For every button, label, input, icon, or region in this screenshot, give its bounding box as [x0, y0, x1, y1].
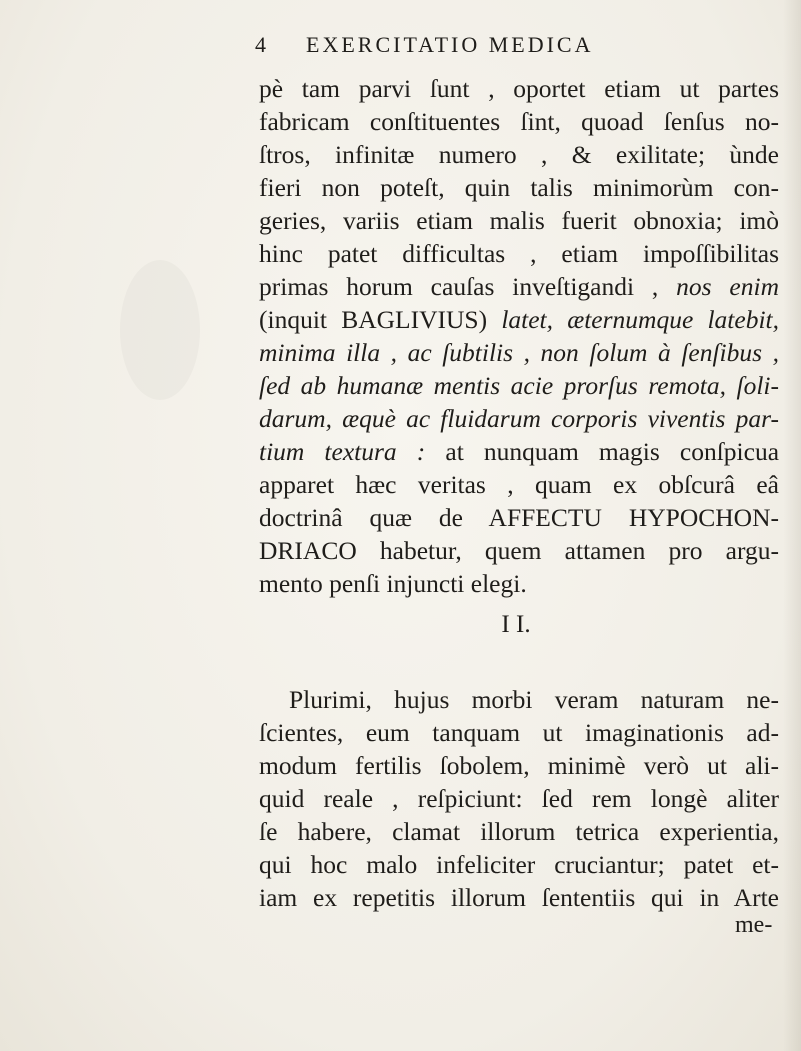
text-line: apparet hæc veritas , quam ex obſcurâ eâ	[259, 470, 779, 499]
text-run: at nunquam magis conſpicua	[445, 437, 780, 466]
text-run: (inquit BAGLIVIUS)	[259, 305, 488, 334]
text-line: DRIACO habetur, quem attamen pro argu-	[259, 536, 779, 565]
text-line	[259, 369, 779, 402]
text-line: hinc patet difficultas , etiam impoſſibilitas	[259, 239, 779, 268]
text-line: fieri non poteſt, quin talis minimorùm con-	[259, 173, 779, 202]
text-line: fabricam conſtituentes ſint, quoad ſenſus no-	[259, 107, 779, 136]
text-line: iam ex repetitis illorum ſententiis qui in Arte	[259, 883, 779, 912]
text-line: mento penſi injuncti elegi.	[259, 569, 527, 598]
text-line: quid reale , reſpiciunt: ſed rem longè aliter	[259, 784, 779, 813]
text-line: ſe habere, clamat illorum tetrica experientia,	[259, 817, 779, 846]
text-line: doctrinâ quæ de AFFECTU HYPOCHON-	[259, 503, 779, 532]
text-line	[259, 270, 779, 303]
text-line: ſtros, infinitæ numero , & exilitate; ùnde	[259, 140, 779, 169]
italic-run: tium textura :	[259, 437, 426, 466]
page-header	[255, 32, 594, 62]
text-line: pè tam parvi ſunt , oportet etiam ut partes	[259, 74, 779, 103]
running-title: EXERCITATIO MEDICA	[306, 32, 594, 57]
italic-run: minima illa , ac ſubtilis , non ſolum à ſenſibus ,	[259, 338, 779, 367]
text-run: primas horum cauſas inveſtigandi ,	[259, 272, 659, 301]
italic-run: latet, æternumque latebit,	[501, 305, 780, 334]
text-line: modum fertilis ſobolem, minimè verò ut ali-	[259, 751, 779, 780]
page-number: 4	[255, 32, 266, 57]
text-line	[259, 303, 779, 336]
catchword: me-	[735, 912, 773, 938]
page-edge-shadow	[783, 0, 801, 1051]
text-line: ſcientes, eum tanquam ut imaginationis ad-	[259, 718, 779, 747]
section-number: I I.	[501, 611, 531, 638]
italic-run: ſed ab humanæ mentis acie prorſus remota, ſoli-	[259, 371, 779, 400]
text-line: Plurimi, hujus morbi veram naturam ne-	[289, 685, 779, 714]
text-line: qui hoc malo infeliciter cruciantur; patet et-	[259, 850, 779, 879]
text-line	[259, 435, 779, 468]
italic-run: nos enim	[676, 272, 779, 301]
text-line	[259, 402, 779, 435]
italic-run: darum, æquè ac fluidarum corporis viventis par-	[259, 404, 779, 433]
text-line	[259, 336, 779, 369]
text-line: geries, variis etiam malis fuerit obnoxia; imò	[259, 206, 779, 235]
paper-stain	[120, 260, 200, 400]
